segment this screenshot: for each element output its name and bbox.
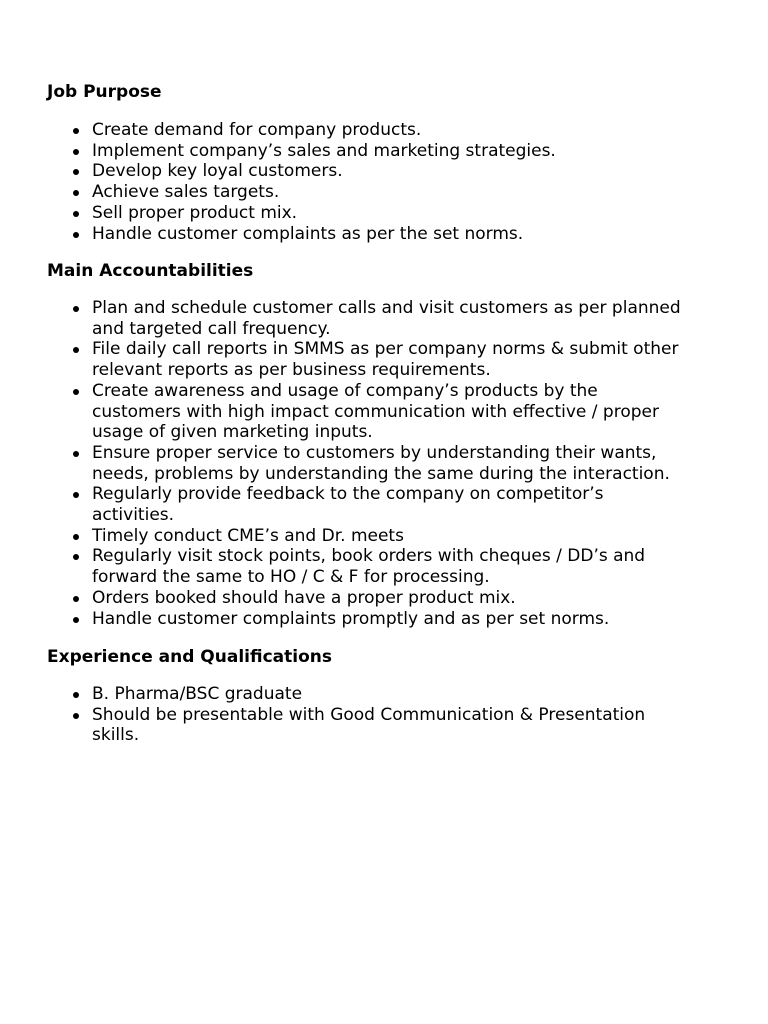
list-item-text: activities. xyxy=(92,505,175,526)
list-item-text: Orders booked should have a proper product mix. xyxy=(92,587,516,608)
list-item-text: relevant reports as per business requirements. xyxy=(92,360,491,381)
list-item xyxy=(47,684,737,705)
bullet-icon xyxy=(73,232,79,238)
section-heading: Experience and Qualifications xyxy=(47,647,332,667)
list-item-text: needs, problems by understanding the same during the interaction. xyxy=(92,463,670,484)
bullet-icon xyxy=(73,389,79,395)
bullet-icon xyxy=(73,492,79,498)
list-item xyxy=(47,381,737,443)
list-item xyxy=(47,526,737,547)
bullet-icon xyxy=(73,596,79,602)
list-item xyxy=(47,443,737,484)
list-item-text: Ensure proper service to customers by understanding their wants, xyxy=(92,442,657,463)
list-item-text: B. Pharma/BSC graduate xyxy=(92,684,303,704)
list-item xyxy=(47,588,737,609)
list-item xyxy=(47,339,737,380)
list-item-text: Should be presentable with Good Communication & Presentation xyxy=(92,704,646,725)
list-item-text: Create demand for company products. xyxy=(92,120,422,140)
bullet-list xyxy=(47,120,737,244)
bullet-icon xyxy=(73,306,79,312)
list-item-text: Timely conduct CME’s and Dr. meets xyxy=(92,525,404,546)
bullet-icon xyxy=(73,169,79,175)
list-item-text: Regularly visit stock points, book orders with cheques / DD’s and xyxy=(92,546,646,567)
list-item xyxy=(47,161,737,182)
list-item-text: skills. xyxy=(92,725,140,746)
section-job-purpose xyxy=(47,81,737,244)
bullet-icon xyxy=(73,190,79,196)
list-item xyxy=(47,484,737,525)
list-item-text: Achieve sales targets. xyxy=(92,182,280,203)
list-item-text: Handle customer complaints promptly and as per set norms. xyxy=(92,608,610,629)
list-item-text: Implement company’s sales and marketing strategies. xyxy=(92,140,556,161)
list-item xyxy=(47,141,737,162)
list-item-text: customers with high impact communication with effective / proper xyxy=(92,401,659,422)
section-experience-qualifications xyxy=(47,646,737,746)
section-main-accountabilities xyxy=(47,260,737,629)
list-item xyxy=(47,203,737,224)
list-item-text: Regularly provide feedback to the company on competitor’s xyxy=(92,484,604,505)
list-item-text: Handle customer complaints as per the set norms. xyxy=(92,223,524,244)
list-item-text: Plan and schedule customer calls and visit customers as per planned xyxy=(92,298,681,318)
list-item-text: Develop key loyal customers. xyxy=(92,161,343,182)
list-item-text: and targeted call frequency. xyxy=(92,318,331,339)
list-item xyxy=(47,705,737,746)
list-item xyxy=(47,298,737,339)
list-item xyxy=(47,609,737,630)
list-item xyxy=(47,182,737,203)
list-item xyxy=(47,546,737,587)
bullet-icon xyxy=(73,617,79,623)
section-heading: Main Accountabilities xyxy=(47,261,254,281)
bullet-icon xyxy=(73,128,79,134)
section-heading: Job Purpose xyxy=(47,82,162,102)
list-item-text: usage of given marketing inputs. xyxy=(92,422,373,443)
list-item-text: Create awareness and usage of company’s products by the xyxy=(92,380,598,401)
bullet-icon xyxy=(73,534,79,540)
bullet-icon xyxy=(73,149,79,155)
bullet-icon xyxy=(73,211,79,217)
bullet-icon xyxy=(73,554,79,560)
bullet-list xyxy=(47,684,737,746)
bullet-icon xyxy=(73,451,79,457)
bullet-icon xyxy=(73,347,79,353)
list-item-text: forward the same to HO / C & F for processing. xyxy=(92,567,490,588)
list-item xyxy=(47,224,737,245)
bullet-list xyxy=(47,298,737,629)
list-item xyxy=(47,120,737,141)
bullet-icon xyxy=(73,713,79,719)
list-item-text: File daily call reports in SMMS as per company norms & submit other xyxy=(92,339,679,360)
list-item-text: Sell proper product mix. xyxy=(92,202,298,223)
bullet-icon xyxy=(73,692,79,698)
